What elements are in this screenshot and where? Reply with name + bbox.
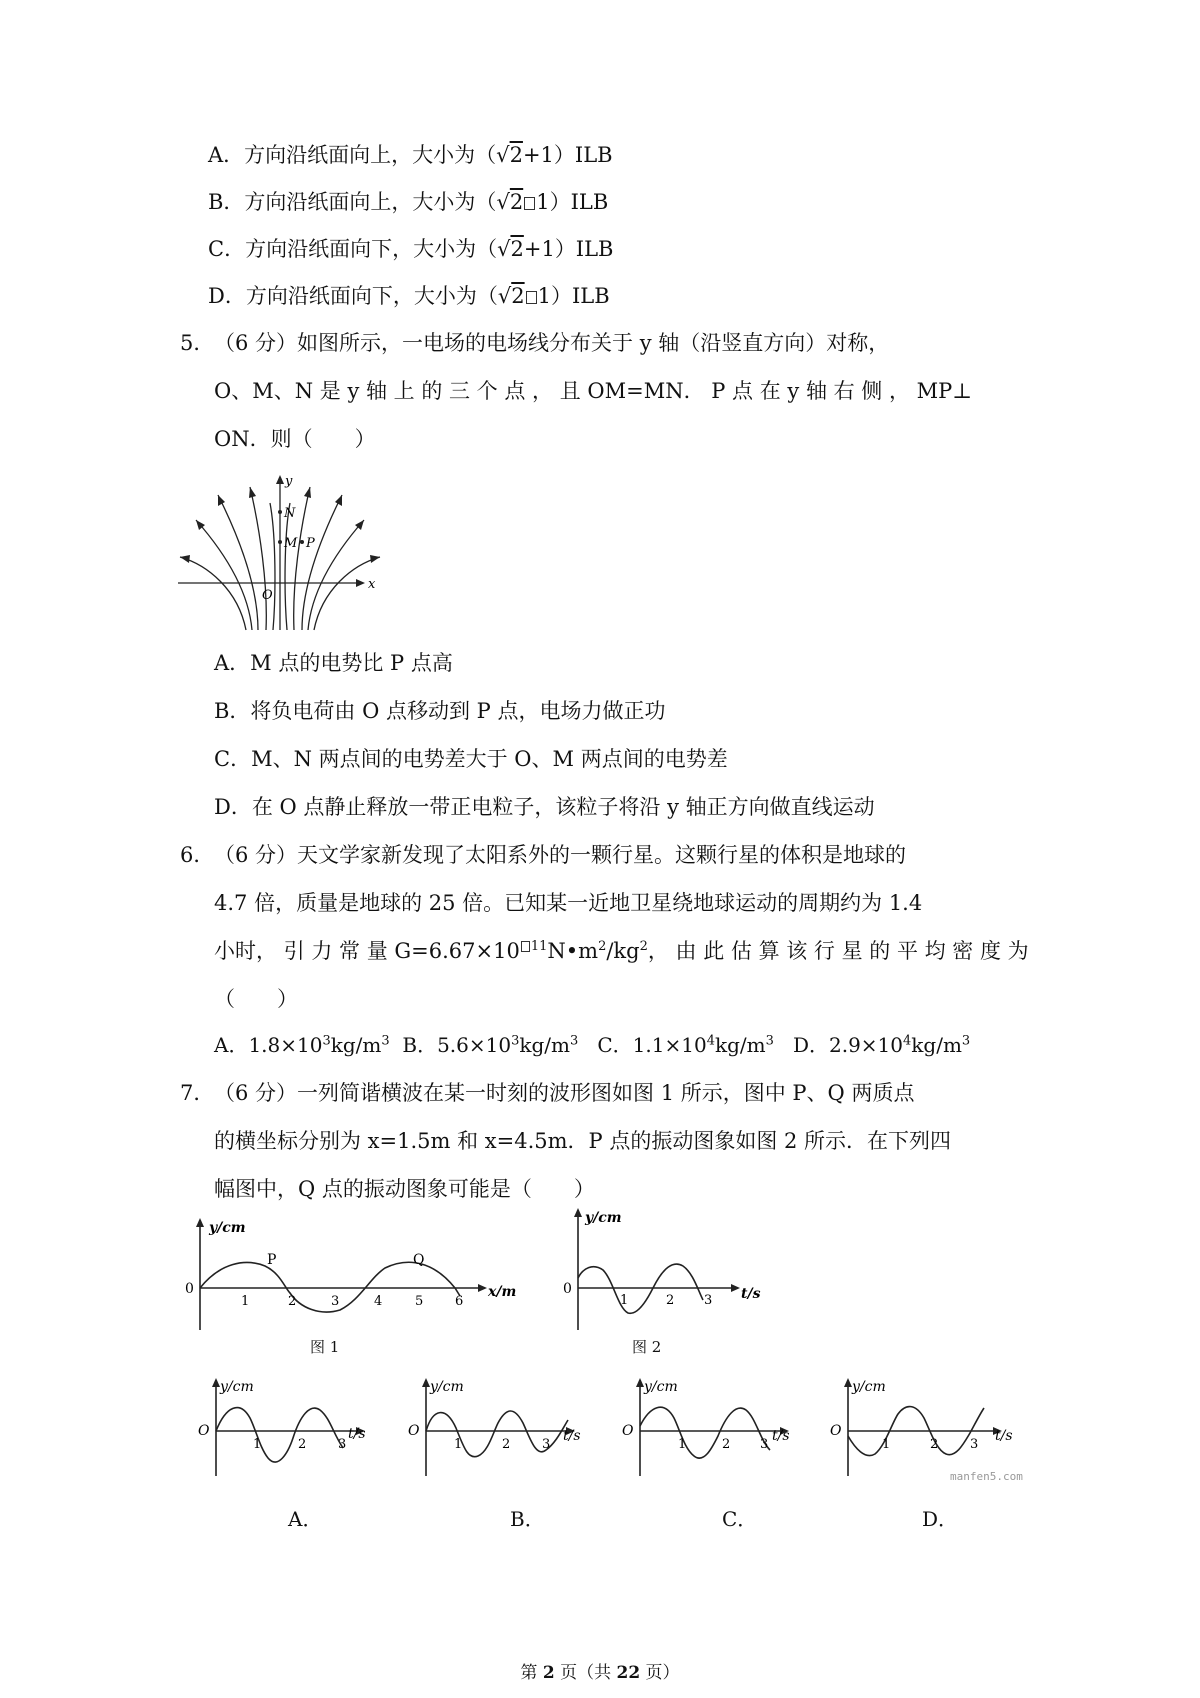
option-b-ylabel: y/cm bbox=[430, 1379, 464, 1395]
option-a-graph bbox=[198, 1378, 383, 1478]
q6-stem-line4: （ ） bbox=[214, 987, 298, 1011]
q6-number: 6． bbox=[180, 843, 215, 867]
q7-number: 7． bbox=[180, 1081, 215, 1105]
option-c-origin: O bbox=[622, 1423, 634, 1439]
vibration-graph-fig2 bbox=[558, 1208, 761, 1333]
q4-option-a: A．方向沿纸面向上，大小为（√2+1）ILB bbox=[208, 143, 613, 167]
option-c-ylabel: y/cm bbox=[644, 1379, 678, 1395]
option-c-graph bbox=[622, 1378, 807, 1478]
option-b-tick-3: 3 bbox=[542, 1437, 551, 1452]
option-d-origin: O bbox=[830, 1423, 842, 1439]
fig2-ylabel: y/cm bbox=[585, 1210, 622, 1226]
option-b-label: B． bbox=[510, 1507, 545, 1531]
option-a-ylabel: y/cm bbox=[220, 1379, 254, 1395]
option-c-xlabel: t/s bbox=[772, 1428, 790, 1444]
q5-stem-line1: （6 分）如图所示，一电场的电场线分布关于 y 轴（沿竖直方向）对称， bbox=[214, 331, 890, 355]
fig2-xlabel: t/s bbox=[741, 1286, 761, 1302]
option-a-xlabel: t/s bbox=[348, 1426, 366, 1442]
fig2-tick-3: 3 bbox=[704, 1293, 713, 1308]
fig1-tick-2: 2 bbox=[288, 1294, 297, 1309]
wave-graph-fig1 bbox=[185, 1218, 515, 1333]
q5-option-c: C．M、N 两点间的电势差大于 O、M 两点间的电势差 bbox=[214, 747, 728, 771]
fig2-tick-2: 2 bbox=[666, 1293, 675, 1308]
q6-option-b: B．$5.6\times 10^3kg/m^3$ bbox=[402, 1033, 579, 1057]
q6-option-a: A．$1.8\times 10^3kg/m^3$ bbox=[214, 1033, 390, 1057]
option-d-graph bbox=[830, 1378, 1025, 1478]
option-a-tick-3: 3 bbox=[338, 1437, 347, 1452]
q5-option-a: A．M 点的电势比 P 点高 bbox=[214, 651, 453, 675]
watermark: manfen5.com bbox=[950, 1470, 1023, 1483]
fig1-point-p: P bbox=[267, 1252, 277, 1268]
q4-option-d: D．方向沿纸面向下，大小为（√2 1）ILB bbox=[208, 284, 610, 308]
q5-number: 5． bbox=[180, 331, 215, 355]
q4-option-b: B．方向沿纸面向上，大小为（√2 1）ILB bbox=[208, 190, 609, 214]
option-c-label: C． bbox=[722, 1507, 758, 1531]
option-b-origin: O bbox=[408, 1423, 420, 1439]
option-b-tick-1: 1 bbox=[454, 1437, 463, 1452]
fig1-xlabel: x/m bbox=[488, 1284, 517, 1300]
option-a-tick-1: 1 bbox=[253, 1437, 262, 1452]
option-d-ylabel: y/cm bbox=[852, 1379, 886, 1395]
option-c-tick-1: 1 bbox=[678, 1437, 687, 1452]
option-b-tick-2: 2 bbox=[502, 1437, 511, 1452]
fig2-origin: 0 bbox=[563, 1281, 572, 1297]
fig1-tick-4: 4 bbox=[374, 1294, 383, 1309]
origin-o-label: O bbox=[262, 588, 273, 603]
fig1-caption: 图 1 bbox=[310, 1338, 340, 1356]
fig1-tick-5: 5 bbox=[415, 1294, 424, 1309]
q5-stem-line2: O、M、N 是 y 轴 上 的 三 个 点 ， 且 OM=MN． P 点 在 y 轴 右 侧 ， MP⊥ bbox=[214, 379, 973, 403]
option-d-tick-3: 3 bbox=[970, 1437, 979, 1452]
fig1-tick-6: 6 bbox=[455, 1294, 464, 1309]
x-axis-label: x bbox=[368, 577, 376, 592]
option-c-tick-2: 2 bbox=[722, 1437, 731, 1452]
q7-stem-line2: 的横坐标分别为 x=1.5m 和 x=4.5m．P 点的振动图象如图 2 所示．在下列四 bbox=[214, 1129, 952, 1153]
q6-option-c: C．$1.1\times 10^4kg/m^3$ bbox=[597, 1033, 774, 1057]
page-footer: 第 2 页（共 22 页） bbox=[520, 1663, 680, 1683]
option-c-tick-3: 3 bbox=[760, 1437, 769, 1452]
y-axis-label: y bbox=[285, 474, 293, 489]
electric-field-diagram bbox=[178, 475, 388, 635]
fig2-caption: 图 2 bbox=[632, 1338, 662, 1356]
q5-option-d: D．在 O 点静止释放一带正电粒子，该粒子将沿 y 轴正方向做直线运动 bbox=[214, 795, 875, 819]
fig2-tick-1: 1 bbox=[620, 1293, 629, 1308]
q6-options bbox=[214, 1030, 970, 1060]
q6-stem-line2: 4.7 倍，质量是地球的 25 倍。已知某一近地卫星绕地球运动的周期约为 1.4 bbox=[214, 891, 923, 915]
option-d-label: D． bbox=[922, 1507, 959, 1531]
q6-option-d: D．$2.9\times 10^4kg/m^3$ bbox=[792, 1033, 971, 1057]
option-d-tick-1: 1 bbox=[882, 1437, 891, 1452]
point-n-label: N bbox=[284, 506, 296, 521]
q7-stem-line1: （6 分）一列简谐横波在某一时刻的波形图如图 1 所示，图中 P、Q 两质点 bbox=[214, 1081, 915, 1105]
option-d-xlabel: t/s bbox=[995, 1428, 1013, 1444]
fig1-tick-1: 1 bbox=[241, 1294, 250, 1309]
fig1-point-q: Q bbox=[413, 1252, 425, 1268]
q5-option-b: B．将负电荷由 O 点移动到 P 点，电场力做正功 bbox=[214, 699, 666, 723]
q7-stem-line3: 幅图中，Q 点的振动图象可能是（ ） bbox=[214, 1177, 595, 1201]
option-b-xlabel: t/s bbox=[563, 1428, 581, 1444]
fig1-origin: 0 bbox=[185, 1281, 194, 1297]
option-a-origin: O bbox=[198, 1423, 210, 1439]
q4-option-c: C．方向沿纸面向下，大小为（√2+1）ILB bbox=[208, 237, 614, 261]
fig1-tick-3: 3 bbox=[331, 1294, 340, 1309]
option-d-tick-2: 2 bbox=[930, 1437, 939, 1452]
point-p-label: P bbox=[306, 536, 315, 551]
q5-stem-line3: ON．则（ ） bbox=[214, 427, 376, 451]
option-a-tick-2: 2 bbox=[298, 1437, 307, 1452]
q6-stem-line1: （6 分）天文学家新发现了太阳系外的一颗行星。这颗行星的体积是地球的 bbox=[214, 843, 907, 867]
point-m-label: M bbox=[284, 536, 298, 551]
option-b-graph bbox=[408, 1378, 593, 1478]
option-a-label: A． bbox=[288, 1507, 323, 1531]
q6-stem-line3: 小时， 引 力 常 量 G=6.67×10 $^{11}N•m^2/kg^2$， 由 此 估 算 该 行 星 的 平 均 密 度 为 bbox=[214, 939, 1029, 963]
fig1-ylabel: y/cm bbox=[209, 1220, 246, 1236]
